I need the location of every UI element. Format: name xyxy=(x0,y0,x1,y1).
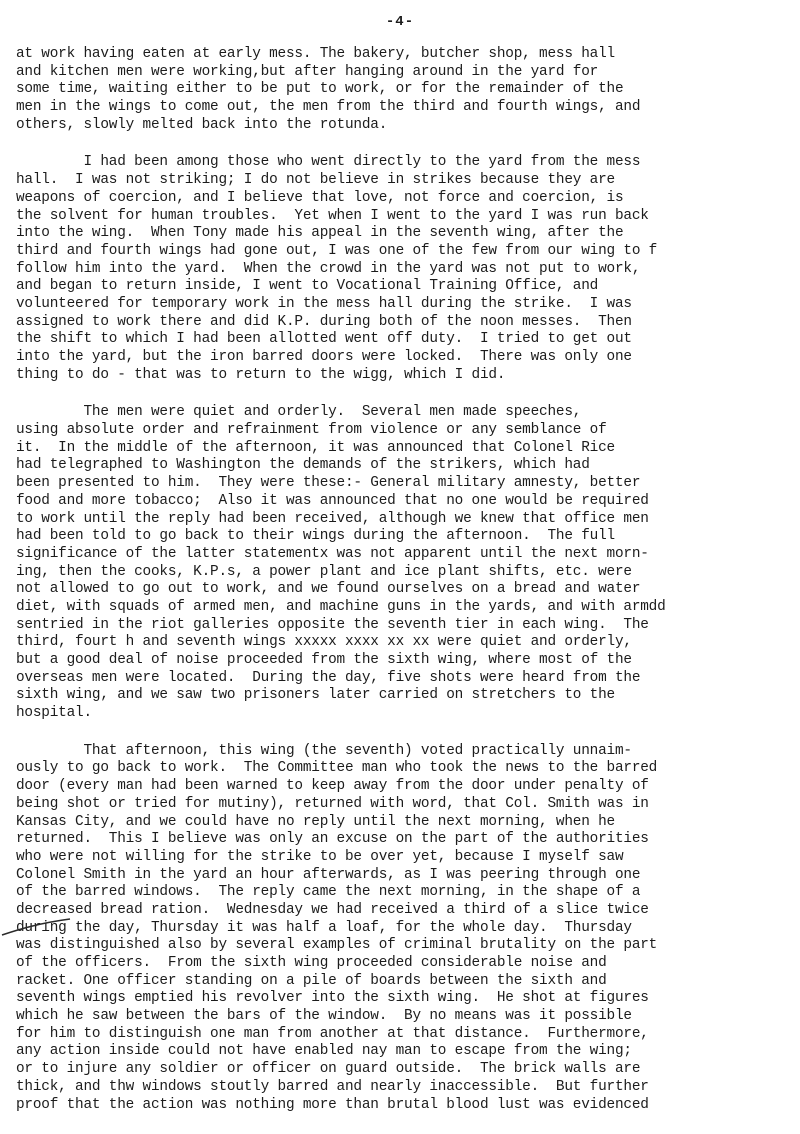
text-line: third and fourth wings had gone out, I was one of the few from our wing to f xyxy=(16,242,658,259)
text-line: Kansas City, and we could have no reply until the next morning, when he xyxy=(16,813,615,830)
text-line: ously to go back to work. The Committee man who took the news to the barred xyxy=(16,760,658,777)
text-line: but a good deal of noise proceeded from the sixth wing, where most of the xyxy=(16,652,632,668)
text-line: overseas men were located. During the day, five shots were heard from the xyxy=(16,669,641,686)
text-line: sentried in the riot galleries opposite the seventh tier in each wing. The xyxy=(16,616,649,633)
text-line: was distinguished also by several examples of criminal brutality on the part xyxy=(16,937,658,954)
text-line: hospital. xyxy=(16,705,92,722)
page-number: -4- xyxy=(385,14,415,30)
text-line: and began to return inside, I went to Vocational Training Office, and xyxy=(16,278,599,295)
text-line: follow him into the yard. When the crowd in the yard was not put to work, xyxy=(16,260,641,277)
paragraph xyxy=(16,743,790,1114)
text-line: of the officers. From the sixth wing proceeded considerable noise and xyxy=(16,955,607,971)
paragraph xyxy=(16,46,790,134)
body-text xyxy=(16,46,790,1134)
text-line: during the day, Thursday it was half a loaf, for the whole day. Thursday xyxy=(16,919,632,936)
text-line: Colonel Smith in the yard an hour afterwards, as I was peering through one xyxy=(16,866,641,883)
text-line: been presented to him. They were these:- General military amnesty, better xyxy=(16,475,641,492)
text-line: the solvent for human troubles. Yet when I went to the yard I was run back xyxy=(16,207,649,224)
text-line: to work until the reply had been received, although we knew that office men xyxy=(16,510,649,527)
text-line: others, slowly melted back into the rotunda. xyxy=(16,116,388,133)
text-line: volunteered for temporary work in the mess hall during the strike. I was xyxy=(16,295,632,312)
text-line: The men were quiet and orderly. Several men made speeches, xyxy=(16,404,582,421)
handwritten-margin-stroke xyxy=(0,915,80,939)
text-line: That afternoon, this wing (the seventh) voted practically unnaim- xyxy=(16,742,632,759)
text-line: had been told to go back to their wings during the afternoon. The full xyxy=(16,528,615,545)
text-line: had telegraphed to Washington the demands of the strikers, which had xyxy=(16,457,590,474)
text-line: thick, and thw windows stoutly barred and nearly inaccessible. But further xyxy=(16,1078,649,1095)
text-line: which he saw between the bars of the window. By no means was it possible xyxy=(16,1008,632,1025)
text-line: assigned to work there and did K.P. during both of the noon messes. Then xyxy=(16,313,632,330)
text-line: into the wing. When Tony made his appeal in the seventh wing, after the xyxy=(16,225,624,242)
text-line: door (every man had been warned to keep away from the door under penalty of xyxy=(16,778,649,795)
text-line: being shot or tried for mutiny), returned with word, that Col. Smith was in xyxy=(16,795,649,812)
text-line: it. In the middle of the afternoon, it was announced that Colonel Rice xyxy=(16,439,615,456)
text-line: seventh wings emptied his revolver into the sixth wing. He shot at figures xyxy=(16,990,649,1007)
text-line: the shift to which I had been allotted went off duty. I tried to get out xyxy=(16,331,632,348)
text-line: of the barred windows. The reply came the next morning, in the shape of a xyxy=(16,884,641,901)
text-line: weapons of coercion, and I believe that love, not force and coercion, is xyxy=(16,189,624,206)
text-line: food and more tobacco; Also it was announced that no one would be required xyxy=(16,492,649,509)
text-line: for him to distinguish one man from another at that distance. Furthermore, xyxy=(16,1025,649,1042)
text-line: ing, then the cooks, K.P.s, a power plant and ice plant shifts, etc. were xyxy=(16,563,632,580)
text-line: any action inside could not have enabled nay man to escape from the wing; xyxy=(16,1043,632,1060)
text-line: who were not willing for the strike to be over yet, because I myself saw xyxy=(16,848,624,865)
text-line: returned. This I believe was only an excuse on the part of the authorities xyxy=(16,831,649,848)
text-line: diet, with squads of armed men, and machine guns in the yards, and with armdd xyxy=(16,598,666,615)
text-line: sixth wing, and we saw two prisoners later carried on stretchers to the xyxy=(16,687,615,704)
text-line: into the yard, but the iron barred doors were locked. There was only one xyxy=(16,349,632,365)
text-line: at work having eaten at early mess. The bakery, butcher shop, mess hall xyxy=(16,46,615,62)
paragraph xyxy=(16,154,790,384)
text-line: decreased bread ration. Wednesday we had received a third of a slice twice xyxy=(16,901,649,918)
paragraph xyxy=(16,404,790,722)
text-line: not allowed to go out to work, and we found ourselves on a bread and water xyxy=(16,581,641,598)
text-line: significance of the latter statementx was not apparent until the next morn- xyxy=(16,545,649,562)
text-line: men in the wings to come out, the men from the third and fourth wings, and xyxy=(16,99,641,116)
text-line: third, fourt h and seventh wings xxxxx xxxx xx xx were quiet and orderly, xyxy=(16,634,632,651)
text-line: some time, waiting either to be put to work, or for the remainder of the xyxy=(16,81,624,98)
text-line: using absolute order and refrainment from violence or any semblance of xyxy=(16,422,607,439)
text-line: I had been among those who went directly to the yard from the mess xyxy=(16,154,641,171)
text-line: hall. I was not striking; I do not believe in strikes because they are xyxy=(16,172,615,189)
text-line: proof that the action was nothing more than brutal blood lust was evidenced xyxy=(16,1096,649,1113)
text-line: and kitchen men were working,but after hanging around in the yard for xyxy=(16,63,599,80)
text-line: or to injure any soldier or officer on guard outside. The brick walls are xyxy=(16,1061,641,1078)
text-line: thing to do - that was to return to the wigg, which I did. xyxy=(16,366,506,383)
text-line: racket. One officer standing on a pile of boards between the sixth and xyxy=(16,972,607,989)
